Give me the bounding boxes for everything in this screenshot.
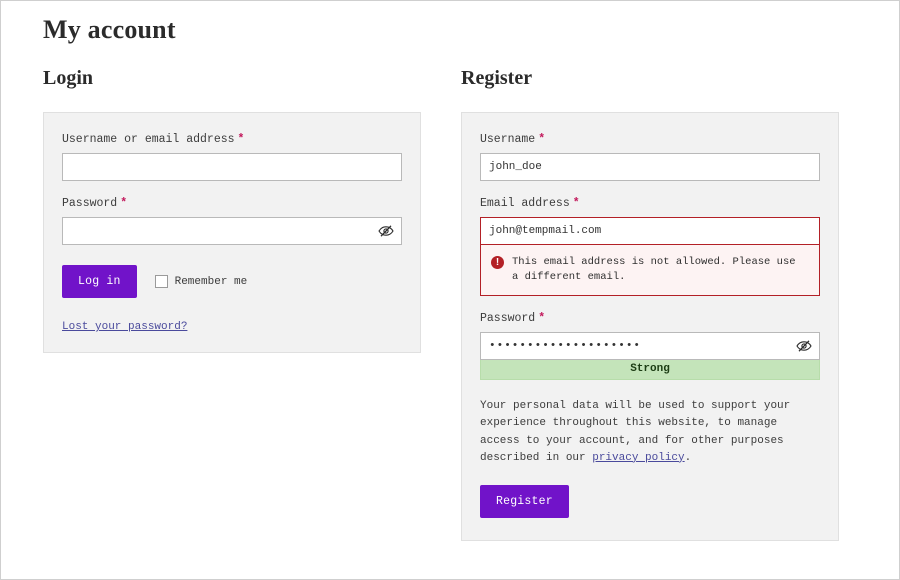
- register-heading: Register: [461, 67, 533, 89]
- login-password-input-wrap: [62, 217, 402, 245]
- register-username-field: [480, 133, 820, 181]
- eye-slash-icon[interactable]: [378, 223, 394, 239]
- checkbox-box[interactable]: [155, 275, 168, 288]
- required-marker: *: [538, 312, 546, 326]
- register-username-input[interactable]: [480, 153, 820, 181]
- register-card: [461, 112, 839, 541]
- page-content: [1, 1, 899, 541]
- privacy-note: [480, 398, 820, 466]
- login-username-field: [62, 133, 402, 181]
- remember-me-checkbox[interactable]: [155, 275, 248, 288]
- register-email-error: [480, 245, 820, 296]
- password-strength-indicator: Strong: [480, 360, 820, 380]
- register-column: [461, 67, 841, 541]
- login-actions-row: [62, 265, 402, 298]
- login-password-label-text: Password: [62, 197, 118, 210]
- register-email-field: [480, 197, 820, 296]
- exclamation-circle-icon: !: [491, 256, 504, 269]
- account-columns: [43, 67, 869, 541]
- required-marker: *: [538, 133, 546, 146]
- required-marker: *: [120, 197, 128, 210]
- register-email-label: [480, 197, 820, 210]
- register-email-input-wrap: [480, 217, 820, 245]
- login-username-label-text: Username or email address: [62, 133, 235, 146]
- register-password-input[interactable]: [480, 332, 820, 360]
- register-button[interactable]: Register: [480, 485, 569, 518]
- login-column: [43, 67, 423, 541]
- eye-slash-icon[interactable]: [796, 338, 812, 354]
- login-password-input[interactable]: [62, 217, 402, 245]
- remember-me-label: Remember me: [174, 275, 248, 288]
- login-password-label: [62, 197, 402, 210]
- login-password-field: [62, 197, 402, 245]
- register-email-label-text: Email address: [480, 197, 570, 210]
- register-password-label: [480, 312, 820, 325]
- register-email-error-text: This email address is not allowed. Please use a different email.: [512, 256, 796, 284]
- log-in-button[interactable]: Log in: [62, 265, 137, 298]
- required-marker: *: [572, 197, 580, 210]
- login-card: [43, 112, 421, 353]
- lost-password-row: [62, 316, 402, 334]
- privacy-policy-link[interactable]: privacy policy: [592, 451, 685, 464]
- login-username-input-wrap: [62, 153, 402, 181]
- register-username-label-text: Username: [480, 133, 536, 146]
- register-email-input[interactable]: [480, 217, 820, 245]
- register-password-input-wrap: [480, 332, 820, 360]
- register-username-label: [480, 133, 820, 146]
- required-marker: *: [237, 133, 245, 146]
- login-heading: Login: [43, 67, 94, 89]
- register-password-field: [480, 312, 820, 380]
- privacy-note-text: Your personal data will be used to support your experience throughout this website, to manage access to your account, and for other purposes described in our: [480, 400, 791, 464]
- lost-password-link[interactable]: Lost your password?: [62, 321, 188, 333]
- login-username-label: [62, 133, 402, 146]
- register-username-input-wrap: [480, 153, 820, 181]
- privacy-note-text-end: .: [684, 451, 692, 464]
- register-password-label-text: Password: [480, 312, 536, 326]
- login-username-input[interactable]: [62, 153, 402, 181]
- page-title: My account: [43, 15, 176, 44]
